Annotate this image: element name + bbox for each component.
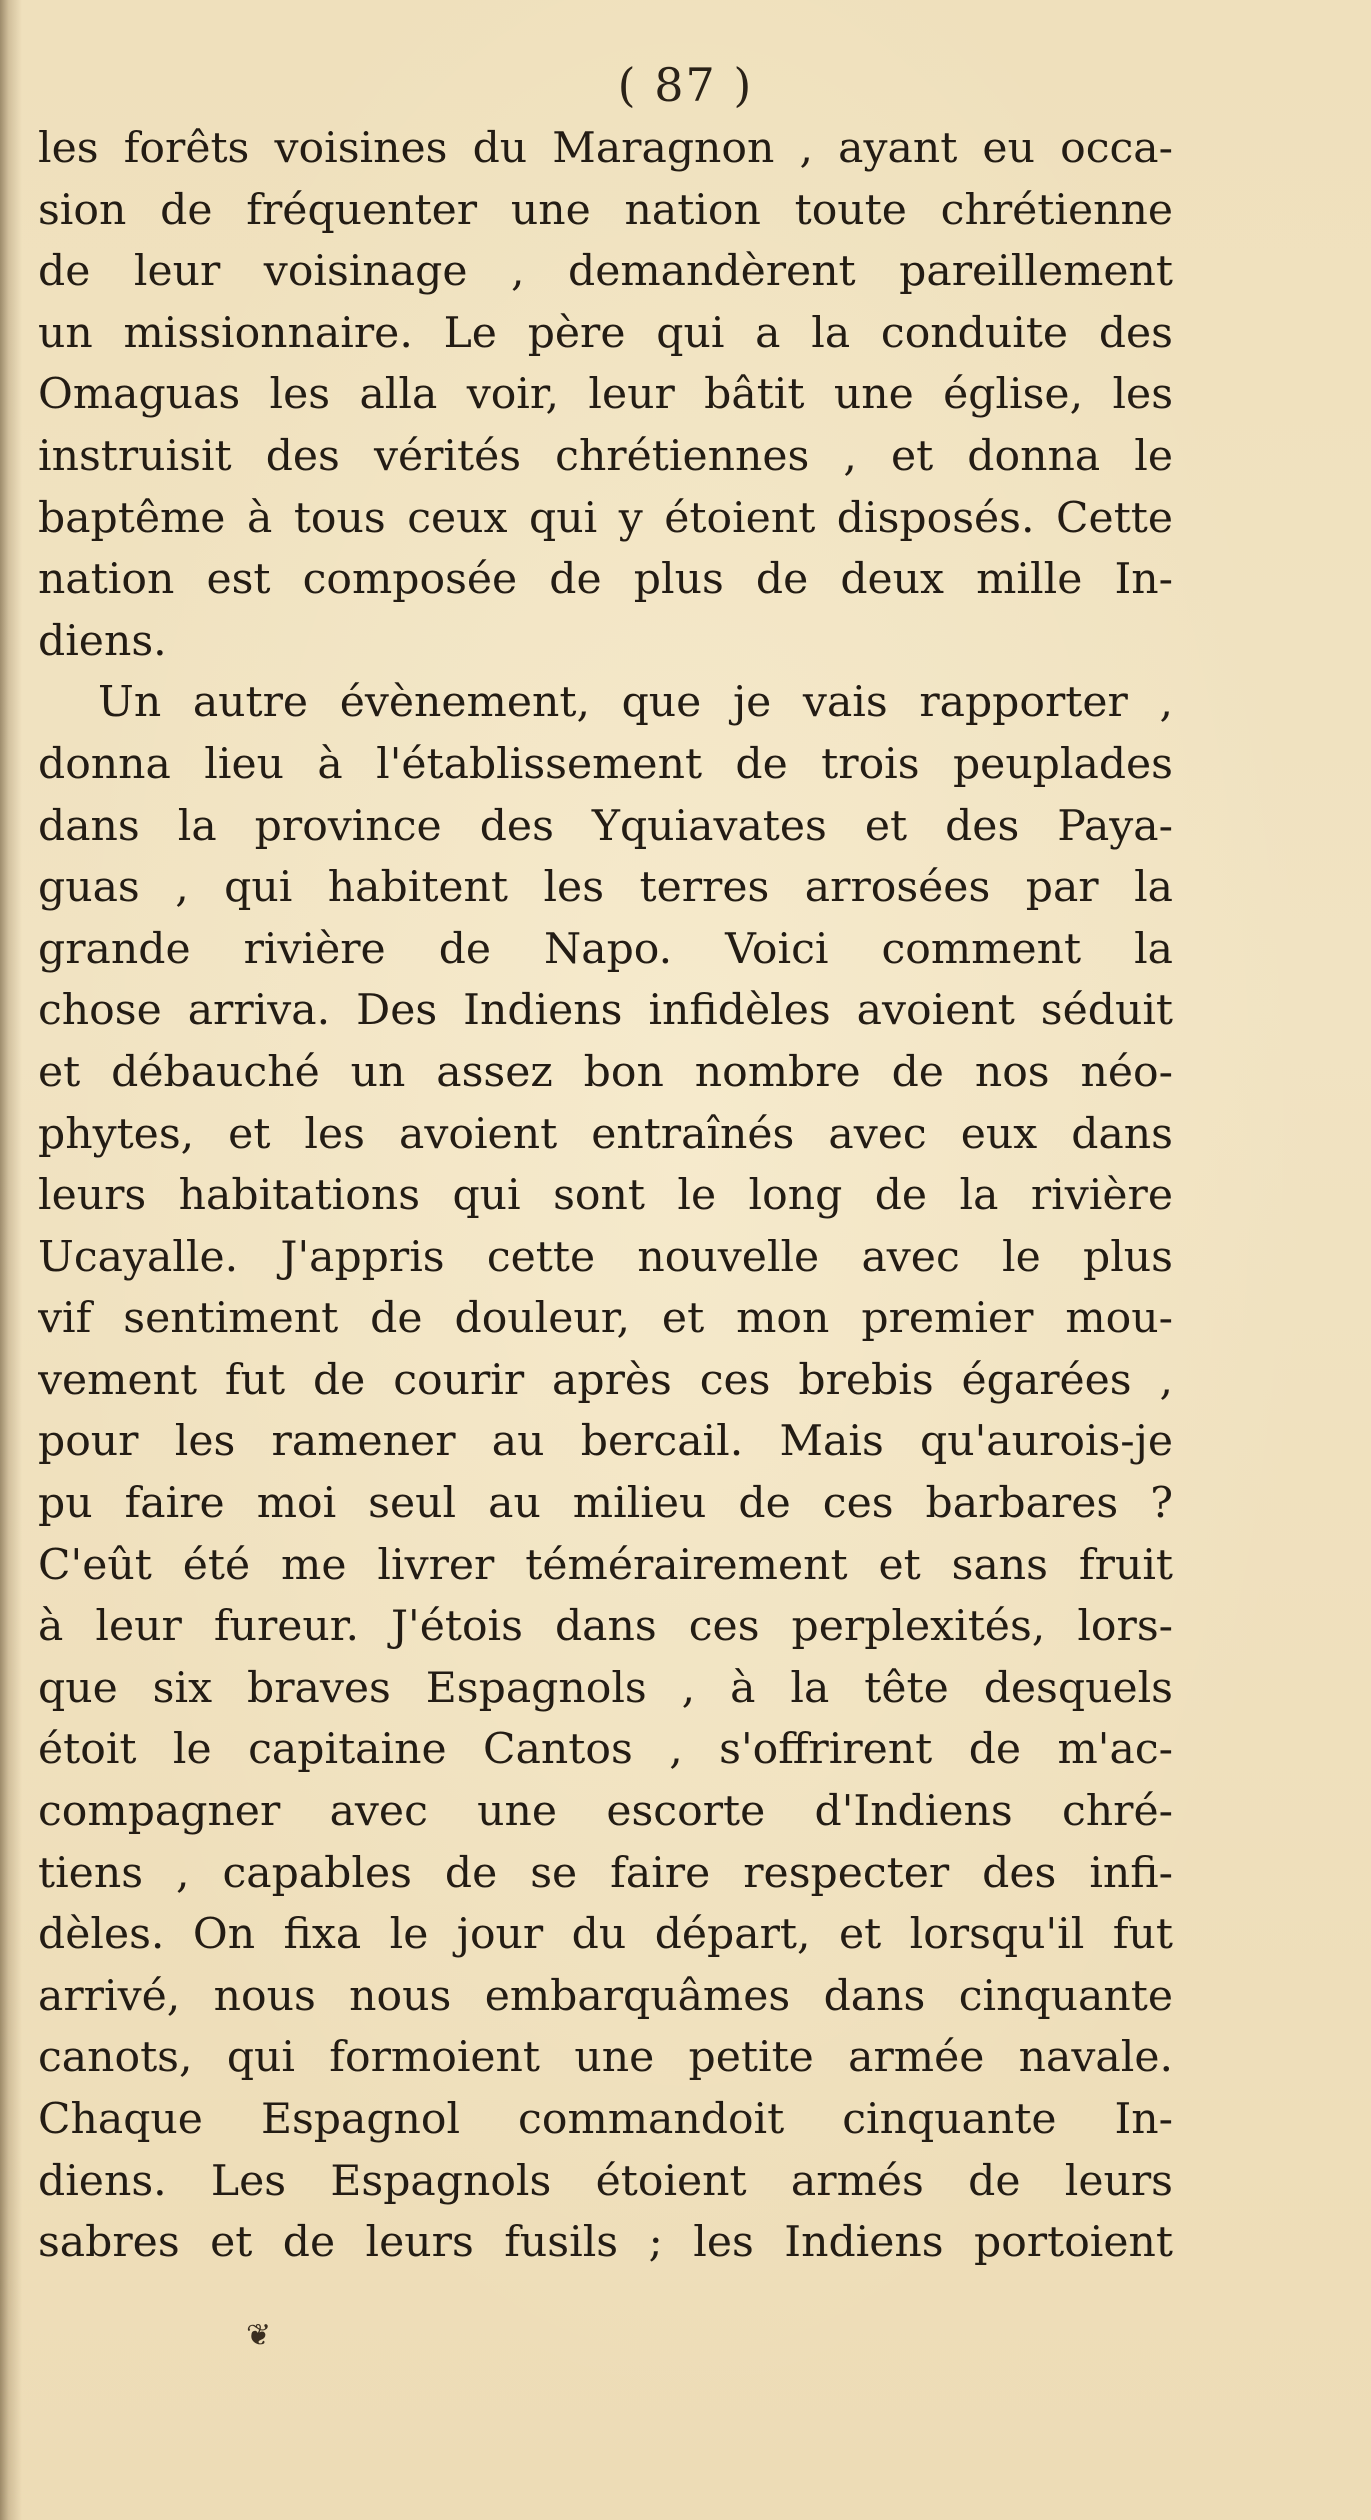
text-line: grande rivière de Napo. Voici comment la [38,924,1173,974]
text-line: étoit le capitaine Cantos , s'offrirent de m'ac- [38,1725,1173,1775]
text-line: arrivé, nous nous embarquâmes dans cinquante [38,1971,1173,2021]
text-line: sion de fréquenter une nation toute chrétienne [38,185,1173,235]
text-line: à leur fureur. J'étois dans ces perplexités, lors- [38,1602,1173,1652]
text-line: les forêts voisines du Maragnon , ayant eu occa- [38,124,1173,173]
text-line: nation est composée de plus de deux mille In- [38,555,1173,605]
text-line: guas , qui habitent les terres arrosées par la [38,863,1173,913]
text-line: canots, qui formoient une petite armée navale. [38,2033,1173,2083]
text-line: que six braves Espagnols , à la tête desquels [38,1663,1173,1713]
page-number: ( 87 ) [617,58,754,112]
text-line: diens. [38,616,167,666]
text-line: pour les ramener au bercail. Mais qu'aurois-je [38,1417,1173,1467]
text-line: pu faire moi seul au milieu de ces barbares ? [38,1479,1173,1529]
text-line: diens. Les Espagnols étoient armés de leurs [38,2156,1173,2206]
text-line: phytes, et les avoient entraînés avec eux dans [38,1109,1173,1159]
text-line: instruisit des vérités chrétiennes , et donna le [38,431,1173,481]
text-line: compagner avec une escorte d'Indiens chré- [38,1787,1173,1837]
text-line: et débauché un assez bon nombre de nos néo- [38,1047,1173,1097]
body-text [38,118,1173,2274]
text-line: Omaguas les alla voir, leur bâtit une église, les [38,370,1173,420]
text-line: Ucayalle. J'appris cette nouvelle avec le plus [38,1232,1173,1282]
text-line: vement fut de courir après ces brebis égarées , [38,1355,1173,1405]
text-line: tiens , capables de se faire respecter des infi- [38,1848,1173,1898]
text-line: sabres et de leurs fusils ; les Indiens portoient [38,2218,1173,2268]
text-line: dans la province des Yquiavates et des Paya- [38,801,1173,851]
text-line: dèles. On fixa le jour du départ, et lorsqu'il fut [38,1910,1173,1960]
paragraph-start-line: Un autre évènement, que je vais rapporter , [98,678,1173,728]
text-line: chose arriva. Des Indiens infidèles avoient séduit [38,986,1173,1036]
text-line: un missionnaire. Le père qui a la conduite des [38,308,1173,358]
text-line: vif sentiment de douleur, et mon premier mou- [38,1294,1173,1344]
text-line: baptême à tous ceux qui y étoient disposés. Cette [38,493,1173,543]
text-line: de leur voisinage , demandèrent pareillement [38,247,1173,297]
text-line: C'eût été me livrer témérairement et sans fruit [38,1540,1173,1590]
ink-speck: ❦ [246,2318,272,2353]
text-line: donna lieu à l'établissement de trois peuplades [38,739,1173,789]
text-line: leurs habitations qui sont le long de la rivière [38,1171,1173,1221]
text-line: Chaque Espagnol commandoit cinquante In- [38,2095,1173,2144]
page-spine-shadow [0,0,22,2520]
